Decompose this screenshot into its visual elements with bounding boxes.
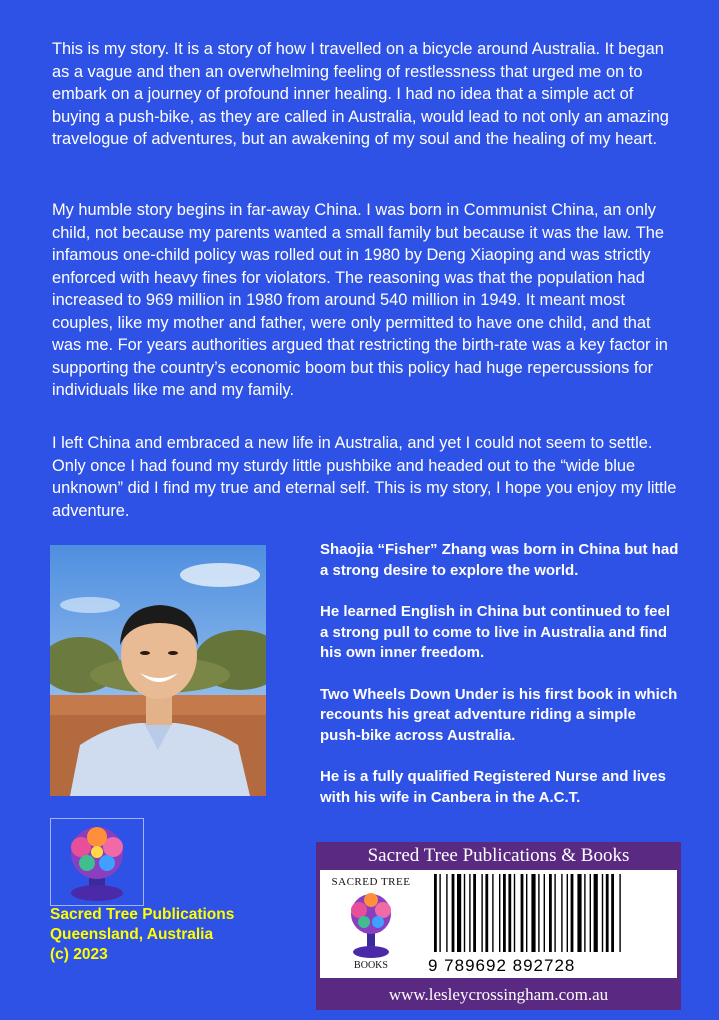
- barcode-bar: [590, 874, 591, 952]
- barcode-bar: [577, 874, 581, 952]
- barcode-bar: [508, 874, 511, 952]
- barcode-bar: [457, 874, 461, 952]
- blurb-paragraph-1: This is my story. It is a story of how I travelled on a bicycle around Australia. It began as a vague and then an overwhelming feeling of restlessness that urged me on to embark on a journey of profound inner healing. I had no idea that a simple act of buying a push-bike, as they are called in Australia, would lead to not only an amazing travelogue of adventures, but an awakening of my soul and the healing of my heart.: [52, 40, 669, 148]
- barcode-bar: [446, 874, 447, 952]
- barcode-bar: [485, 874, 488, 952]
- publisher-location: Queensland, Australia: [50, 926, 214, 943]
- barcode-bar: [606, 874, 609, 952]
- barcode-bar: [538, 874, 539, 952]
- barcode-bar: [619, 874, 620, 952]
- bio-paragraph-4: He is a fully qualified Registered Nurse and lives with his wife in Canbera in the A.C.T.: [320, 768, 666, 806]
- publisher-info: [50, 905, 234, 965]
- barcode-bar: [611, 874, 614, 952]
- barcode-bar: [439, 874, 440, 952]
- logo-bottom-text: BOOKS: [354, 960, 388, 971]
- barcode-bar: [473, 874, 476, 952]
- barcode-icon: [430, 874, 670, 954]
- bio-paragraph-2: He learned English in China but continued to feel a strong pull to come to live in Australia and find his own inner freedom.: [320, 603, 671, 661]
- tree-icon: [346, 890, 396, 960]
- barcode-bar: [554, 874, 555, 952]
- barcode-panel: [320, 870, 677, 978]
- barcode-bar: [481, 874, 482, 952]
- sacred-tree-books-logo: [322, 874, 420, 974]
- publisher-name: Sacred Tree Publications: [50, 906, 235, 923]
- barcode-bar: [434, 874, 437, 952]
- author-photo: [50, 545, 266, 796]
- blurb-paragraph-3: I left China and embraced a new life in Australia, and yet I could not seem to settle. Only once I had found my sturdy little pushbike and headed out to the “wide blue unknown” did I find my true and eternal self. This is my story, I hope you enjoy my little adventure.: [52, 434, 677, 520]
- publisher-logo: [50, 818, 144, 906]
- barcode-bar: [567, 874, 568, 952]
- bio-paragraph-1: Shaojia “Fisher” Zhang was born in China but had a strong desire to explore the world.: [320, 541, 679, 579]
- barcode-bar: [464, 874, 465, 952]
- barcode-bar: [531, 874, 535, 952]
- website-url: www.lesleycrossingham.com.au: [388, 985, 609, 1004]
- barcode-bar: [561, 874, 562, 952]
- barcode-bar: [584, 874, 585, 952]
- publisher-copyright: (c) 2023: [50, 946, 108, 963]
- barcode-bar: [549, 874, 552, 952]
- barcode-bar: [514, 874, 515, 952]
- barcode-bar: [526, 874, 527, 952]
- blurb-paragraph-2: My humble story begins in far-away China. I was born in Communist China, an only child, not because my parents wanted a small family but because it was the law. The infamous one-child policy was rolled out in 1980 by Deng Xiaoping and was strictly enforced with heavy fines for violators. The reasoning was that the population had increased to 969 million in 1980 from around 540 million in 1949. It meant most couples, like my mother and father, were only permitted to have one child, and that was me. For years authorities argued that restricting the birth-rate was a key factor in supporting the country’s economic boom but this policy had huge repercussions for individuals like me and my family.: [52, 201, 668, 399]
- barcode-bar: [503, 874, 506, 952]
- barcode-bar: [499, 874, 500, 952]
- barcode-card: [316, 842, 681, 1010]
- bio-paragraph-3: Two Wheels Down Under is his first book in which recounts his great adventure riding a simple push-bike across Australia.: [320, 685, 678, 744]
- barcode-bar: [571, 874, 574, 952]
- barcode-bar: [544, 874, 545, 952]
- barcode-bar: [521, 874, 524, 952]
- barcode-card-header: Sacred Tree Publications & Books: [367, 845, 630, 866]
- barcode-bar: [469, 874, 470, 952]
- logo-top-text: SACRED TREE: [331, 876, 411, 888]
- barcode-bar: [492, 874, 493, 952]
- barcode-digits: 9 789692 892728: [428, 956, 576, 975]
- barcode-bar: [594, 874, 598, 952]
- barcode-bar: [602, 874, 603, 952]
- author-bio: [320, 540, 680, 829]
- barcode-bar: [452, 874, 455, 952]
